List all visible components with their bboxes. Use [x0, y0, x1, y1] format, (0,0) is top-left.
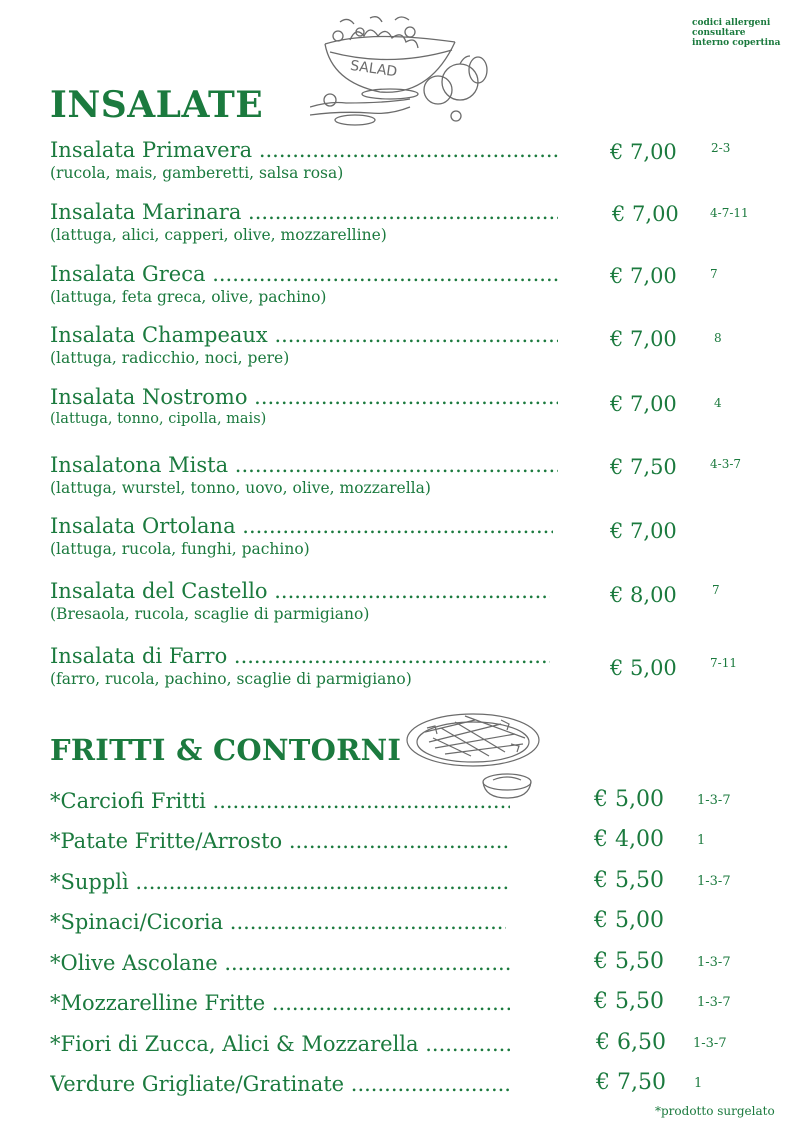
fried-item-allergens: 1-3-7	[697, 793, 731, 808]
fried-item-price: € 5,50	[594, 868, 664, 893]
allergen-note-line-1: codici allergeni	[692, 18, 771, 28]
salad-item-name: Insalata Marinara .....	[50, 200, 558, 224]
fried-item-allergens: 1	[697, 833, 706, 848]
salad-item	[50, 644, 550, 688]
salad-item-allergens: 4	[714, 396, 722, 410]
salad-item-desc: (lattuga, tonno, cipolla, mais)	[50, 411, 267, 427]
frozen-footnote: *prodotto surgelato	[655, 1104, 775, 1118]
fried-item-allergens: 1-3-7	[697, 995, 731, 1010]
salad-item	[50, 323, 558, 367]
salad-item-desc: (lattuga, alici, capperi, olive, mozzarelline)	[50, 226, 387, 244]
salad-item-price: € 5,00	[610, 656, 677, 680]
allergen-note	[692, 18, 792, 48]
salad-item-name: Insalata Greca .....	[50, 262, 558, 286]
salad-item-price: € 7,00	[610, 327, 677, 351]
salad-item-allergens: 7	[712, 583, 720, 597]
salad-item-desc: (lattuga, feta greca, olive, pachino)	[50, 288, 327, 306]
salad-item-allergens: 4-3-7	[710, 457, 742, 471]
fried-item-price: € 5,50	[594, 949, 664, 974]
fried-section-title: FRITTI & CONTORNI	[50, 733, 402, 767]
fried-item-allergens: 1-3-7	[697, 955, 731, 970]
salad-item-desc: (lattuga, rucola, funghi, pachino)	[50, 540, 310, 558]
salad-item	[50, 138, 558, 182]
fried-item-name: *Olive Ascolane .....	[50, 951, 510, 975]
salad-item-name: Insalata Primavera .....	[50, 138, 558, 162]
salad-item-price: € 8,00	[610, 583, 677, 607]
fried-item-name: Verdure Grigliate/Gratinate .....	[50, 1072, 510, 1096]
salad-item-price: € 7,00	[612, 202, 679, 226]
salad-item-allergens: 8	[714, 331, 722, 345]
fried-item-allergens: 1	[694, 1076, 703, 1091]
salad-item-price: € 7,00	[610, 140, 677, 164]
salad-item-name: Insalata Ortolana .....	[50, 514, 553, 538]
salad-item-desc: (rucola, mais, gamberetti, salsa rosa)	[50, 164, 344, 182]
fried-item-name: *Spinaci/Cicoria .....	[50, 910, 506, 934]
salad-item-allergens: 7	[710, 267, 718, 281]
salad-bowl-icon	[310, 12, 490, 132]
fried-item-price: € 4,00	[594, 827, 664, 852]
salad-item-name: Insalatona Mista .....	[50, 453, 558, 477]
salad-item	[50, 385, 558, 427]
salad-item-name: Insalata Champeaux .....	[50, 323, 558, 347]
salad-item-price: € 7,00	[610, 519, 677, 543]
salad-item	[50, 200, 558, 244]
fried-item-name: *Patate Fritte/Arrosto .....	[50, 829, 510, 853]
salad-item	[50, 514, 553, 558]
fried-item-price: € 7,50	[596, 1070, 666, 1095]
fried-item-price: € 5,50	[594, 989, 664, 1014]
salad-item-desc: (lattuga, radicchio, noci, pere)	[50, 349, 290, 367]
salad-item-desc: (farro, rucola, pachino, scaglie di parmigiano)	[50, 670, 412, 688]
fried-item-allergens: 1-3-7	[697, 874, 731, 889]
svg-text:SALAD: SALAD	[349, 57, 399, 81]
salad-item	[50, 579, 550, 623]
fried-item-price: € 6,50	[596, 1030, 666, 1055]
salad-item-desc: (lattuga, wurstel, tonno, uovo, olive, mozzarella)	[50, 479, 431, 497]
salad-item-allergens: 4-7-11	[710, 206, 749, 220]
fried-item-name: *Fiori di Zucca, Alici & Mozzarella .....	[50, 1032, 510, 1056]
salad-item-name: Insalata Nostromo .....	[50, 385, 558, 409]
salad-item-desc: (Bresaola, rucola, scaglie di parmigiano)	[50, 605, 370, 623]
salad-item-price: € 7,50	[610, 455, 677, 479]
salad-item-name: Insalata del Castello .....	[50, 579, 550, 603]
salad-item-allergens: 7-11	[710, 656, 737, 670]
salad-item-price: € 7,00	[610, 264, 677, 288]
salad-item	[50, 262, 558, 306]
allergen-note-line-2: consultare	[692, 28, 746, 38]
fried-item-allergens: 1-3-7	[693, 1036, 727, 1051]
allergen-note-line-3: interno copertina	[692, 38, 781, 48]
fried-item-name: *Carciofi Fritti .....	[50, 789, 510, 813]
salad-item-name: Insalata di Farro .....	[50, 644, 550, 668]
salad-item-allergens: 2-3	[711, 141, 731, 155]
fried-item-price: € 5,00	[594, 787, 664, 812]
salad-item	[50, 453, 558, 497]
salads-section-title: INSALATE	[50, 84, 264, 126]
salad-item-price: € 7,00	[610, 392, 677, 416]
fried-item-price: € 5,00	[594, 908, 664, 933]
fried-item-name: *Mozzarelline Fritte .....	[50, 991, 510, 1015]
fried-item-name: *Supplì .....	[50, 870, 510, 894]
